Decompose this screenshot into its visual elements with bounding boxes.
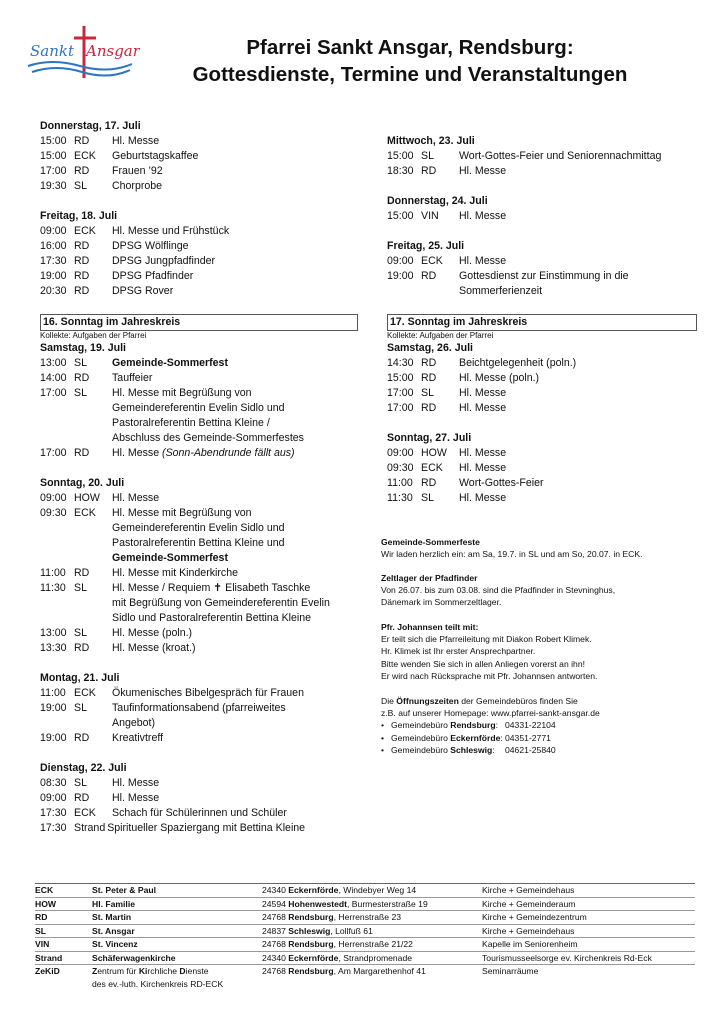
parish-logo [22, 22, 140, 82]
table-row: RD St. Martin 24768 Rendsburg, Herrenstraße 23 Kirche + Gemeindezentrum [35, 911, 695, 925]
event-row: 17:00 SL Hl. Messe mit Begrüßung von Gemeindereferentin Evelin Sidlo und Pastoralreferentin Bettina Kleine / Abschluss des Gemeinde-Sommerfestes [40, 387, 304, 444]
event-row: 17:30 Strand Spiritueller Spaziergang mit Bettina Kleine [40, 822, 306, 834]
day-heading: Donnerstag, 17. Juli [40, 120, 141, 132]
event-row: 14:00 RD Tauffeier [40, 372, 153, 384]
event-row: 11:00 RD Wort-Gottes-Feier [387, 477, 544, 489]
event-row: 09:00 ECK Hl. Messe und Frühstück [40, 225, 230, 237]
homepage-link[interactable]: z.B. auf unserer Homepage: www.pfarrei-sankt-ansgar.de [381, 708, 600, 719]
event-row: 09:00 HOW Hl. Messe [40, 492, 160, 504]
table-row: VIN St. Vincenz 24768 Rendsburg, Herrenstraße 21/22 Kapelle im Seniorenheim [35, 938, 695, 952]
event-row: 19:30 SL Chorprobe [40, 180, 163, 192]
sunday-heading: 16. Sonntag im Jahreskreis [40, 314, 358, 331]
day-heading: Donnerstag, 24. Juli [387, 195, 488, 207]
event-row: 09:00 RD Hl. Messe [40, 792, 160, 804]
event-row: 17:00 RD Hl. Messe [387, 402, 507, 414]
event-row: 15:00 RD Hl. Messe (poln.) [387, 372, 540, 384]
event-row: 11:30 SL Hl. Messe / Requiem ✝ Elisabeth Taschke mit Begrüßung von Gemeindereferentin Evelin Sidlo und Pastoralreferentin Bettina Kleine [40, 582, 330, 624]
event-row: 09:00 ECK Hl. Messe [387, 255, 507, 267]
right-column [387, 134, 697, 506]
event-row: 13:00 SL Hl. Messe (poln.) [40, 627, 193, 639]
table-row: ZeKiD Zentrum für Kirchliche Dienste des ev.-luth. Kirchenkreis RD-ECK 24768 Rendsburg, Am Margarethenhof 41 Seminarräume [35, 966, 539, 989]
day-heading: Freitag, 25. Juli [387, 240, 465, 252]
event-row: 16:00 RD DPSG Wölflinge [40, 240, 189, 252]
left-column [40, 119, 358, 836]
info-sommerfeste: Gemeinde-Sommerfeste Wir laden herzlich ein: am Sa, 19.7. in SL und am So, 20.07. in ECK. [381, 537, 643, 560]
event-row: 17:00 RD Frauen ’92 [40, 165, 163, 177]
event-row: 17:30 RD DPSG Jungpfadfinder [40, 255, 216, 267]
day-heading: Freitag, 18. Juli [40, 210, 118, 222]
day-heading: Sonntag, 20. Juli [40, 477, 125, 489]
event-row: 13:00 SL Gemeinde-Sommerfest [40, 357, 228, 369]
event-row: 17:00 RD Hl. Messe (Sonn-Abendrunde fällt aus) [40, 447, 295, 459]
day-heading: Samstag, 19. Juli [40, 342, 126, 354]
info-gemeindebueros: Die Öffnungszeiten der Gemeindebüros finden Sie z.B. auf unserer Homepage: www.pfarrei-sankt-ansgar.de • Gemeindebüro Rendsburg: 04331-22104 • Gemeindebüro Eckernförde: 04351-2771 • Gemeindebüro Schleswig: 04621-25840 [381, 695, 701, 756]
event-row: 15:00 ECK Geburtstagskaffee [40, 150, 199, 162]
info-zeltlager: Zeltlager der Pfadfinder Von 26.07. bis zum 03.08. sind die Pfadfinder in Stevninghus, Dänemark im Sommerzeltlager. [381, 573, 616, 608]
day-heading: Sonntag, 27. Juli [387, 432, 472, 444]
table-row: ECK St. Peter & Paul 24340 Eckernförde, Windebyer Weg 14 Kirche + Gemeindehaus [35, 884, 695, 898]
kollekte-note: Kollekte: Aufgaben der Pfarrei [387, 331, 494, 340]
event-row: 15:00 VIN Hl. Messe [387, 210, 507, 222]
locations-table [35, 883, 695, 990]
event-row: 18:30 RD Hl. Messe [387, 165, 507, 177]
event-row: 11:00 ECK Ökumenisches Bibelgespräch für Frauen [40, 687, 304, 699]
event-row: 19:00 SL Taufinformationsabend (pfarreiweites Angebot) [40, 702, 286, 729]
office-item: • Gemeindebüro Eckernförde: 04351-2771 [381, 732, 551, 743]
event-row: 15:00 RD Hl. Messe [40, 135, 160, 147]
office-item: • Gemeindebüro Schleswig: 04621-25840 [381, 744, 556, 755]
event-row: 09:00 HOW Hl. Messe [387, 447, 507, 459]
event-row: 14:30 RD Beichtgelegenheit (poln.) [387, 357, 577, 369]
event-row: 11:30 SL Hl. Messe [387, 492, 507, 504]
event-row: 13:30 RD Hl. Messe (kroat.) [40, 642, 196, 654]
table-row: Strand Schäferwagenkirche 24340 Eckernförde, Strandpromenade Tourismusseelsorge ev. Kirchenkreis Rd-Eck [35, 952, 695, 966]
office-item: • Gemeindebüro Rendsburg: 04331-22104 [381, 720, 556, 731]
event-row: 19:00 RD Gottesdienst zur Einstimmung in die Sommerferienzeit [387, 270, 629, 297]
cross-icon: ✝ [213, 582, 223, 594]
event-row: 20:30 RD DPSG Rover [40, 285, 174, 297]
day-heading: Montag, 21. Juli [40, 672, 120, 684]
event-row: 19:00 RD Kreativtreff [40, 732, 164, 744]
event-row: 09:30 ECK Hl. Messe [387, 462, 507, 474]
event-row: 09:30 ECK Hl. Messe mit Begrüßung von Gemeindereferentin Evelin Sidlo und Pastoralreferentin Bettina Kleine und Gemeinde-Sommerfest [40, 507, 285, 564]
svg-text:Ansgar: Ansgar [86, 42, 140, 60]
event-row: 17:00 SL Hl. Messe [387, 387, 507, 399]
table-row: HOW Hl. Familie 24594 Hohenwestedt, Burmesterstraße 19 Kirche + Gemeinderaum [35, 898, 695, 912]
event-row: 11:00 RD Hl. Messe mit Kinderkirche [40, 567, 238, 579]
day-heading: Mittwoch, 23. Juli [387, 135, 475, 147]
event-row: 19:00 RD DPSG Pfadfinder [40, 270, 194, 282]
info-pfarrer: Pfr. Johannsen teilt mit: Er teilt sich die Pfarreileitung mit Diakon Robert Klimek. Hr. Klimek ist Ihr erster Ansprechpartner. Bitte wenden Sie sich in allen Anliegen vorerst an ihn! Er wird nach Rücksprache mit Pfr. Johannsen antworten. [381, 622, 598, 681]
kollekte-note: Kollekte: Aufgaben der Pfarrei [40, 331, 147, 340]
day-heading: Samstag, 26. Juli [387, 342, 473, 354]
sunday-heading: 17. Sonntag im Jahreskreis [387, 314, 697, 331]
svg-text:Sankt: Sankt [30, 42, 74, 60]
page-title: Pfarrei Sankt Ansgar, Rendsburg: Gottesdienste, Termine und Veranstaltungen [192, 36, 628, 86]
event-row: 17:30 ECK Schach für Schülerinnen und Schüler [40, 807, 287, 819]
event-row: 08:30 SL Hl. Messe [40, 777, 160, 789]
day-heading: Dienstag, 22. Juli [40, 762, 127, 774]
table-row: SL St. Ansgar 24837 Schleswig, Lollfuß 61 Kirche + Gemeindehaus [35, 925, 695, 939]
event-row: 15:00 SL Wort-Gottes-Feier und Seniorennachmittag [387, 150, 662, 162]
